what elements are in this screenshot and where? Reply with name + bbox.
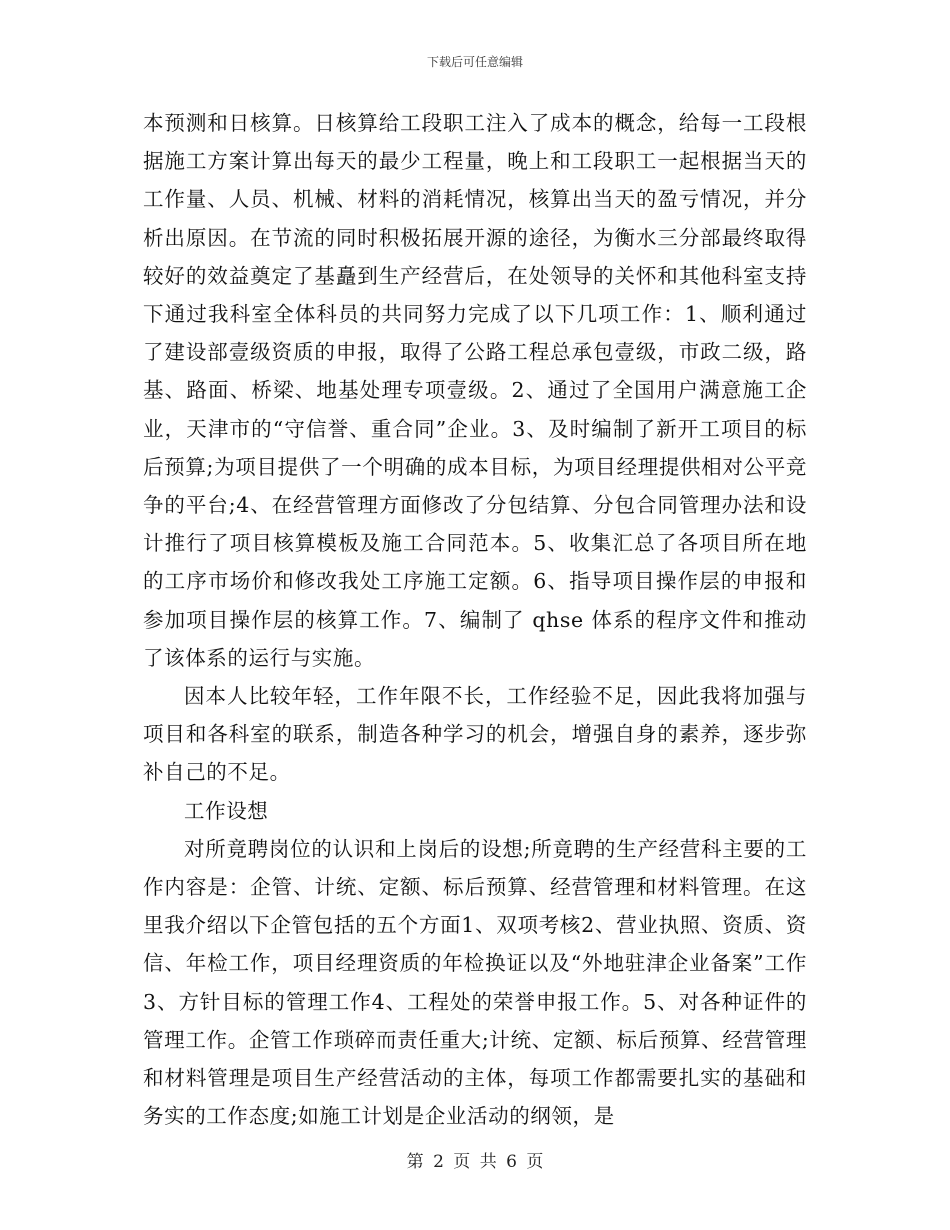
page-number-footer: 第 2 页 共 6 页 xyxy=(406,1152,544,1172)
page-header: 下载后可任意编辑 xyxy=(426,55,523,69)
section-heading: 工作设想 xyxy=(184,798,269,823)
body-paragraph-3: 对所竟聘岗位的认识和上岗后的设想;所竟聘的生产经营科主要的工作内容是：企管、计统、定额、标后预算、经营管理和材料管理。在这里我介绍以下企管包括的五个方面1、双项考核2、营业执照、资质、资信、年检工作，项目经理资质的年检换证以及“外地驻津企业备案”工作3、方针目标的管理工作4、工程处的荣誉申报工作。5、对各种证件的管理工作。企管工作琐碎而责任重大;计统、定额、标后预算、经营管理和材料管理是项目生产经营活动的主体，每项工作都需要扎实的基础和务实的工作态度;如施工计划是企业活动的纲领，是 xyxy=(143,836,807,1129)
body-paragraph-2: 因本人比较年轻，工作年限不长，工作经验不足，因此我将加强与项目和各科室的联系，制造各种学习的机会，增强自身的素养，逐步弥补自己的不足。 xyxy=(143,684,807,785)
document-body xyxy=(143,104,807,1135)
body-paragraph-1: 本预测和日核算。日核算给工段职工注入了成本的概念，给每一工段根据施工方案计算出每天的最少工程量，晚上和工段职工一起根据当天的工作量、人员、机械、材料的消耗情况，核算出当天的盈亏情况，并分析出原因。在节流的同时积极拓展开源的途径，为衡水三分部最终取得较好的效益奠定了基矗到生产经营后，在处领导的关怀和其他科室支持下通过我科室全体科员的共同努力完成了以下几项工作：1、顺利通过了建设部壹级资质的申报，取得了公路工程总承包壹级，市政二级，路基、路面、桥梁、地基处理专项壹级。2、通过了全国用户满意施工企业，天津市的“守信誉、重合同”企业。3、及时编制了新开工项目的标后预算;为项目提供了一个明确的成本目标，为项目经理提供相对公平竞争的平台;4、在经营管理方面修改了分包结算、分包合同管理办法和设计推行了项目核算模板及施工合同范本。5、收集汇总了各项目所在地的工序市场价和修改我处工序施工定额。6、指导项目操作层的申报和参加项目操作层的核算工作。7、编制了 qhse 体系的程序文件和推动了该体系的运行与实施。 xyxy=(143,111,807,670)
